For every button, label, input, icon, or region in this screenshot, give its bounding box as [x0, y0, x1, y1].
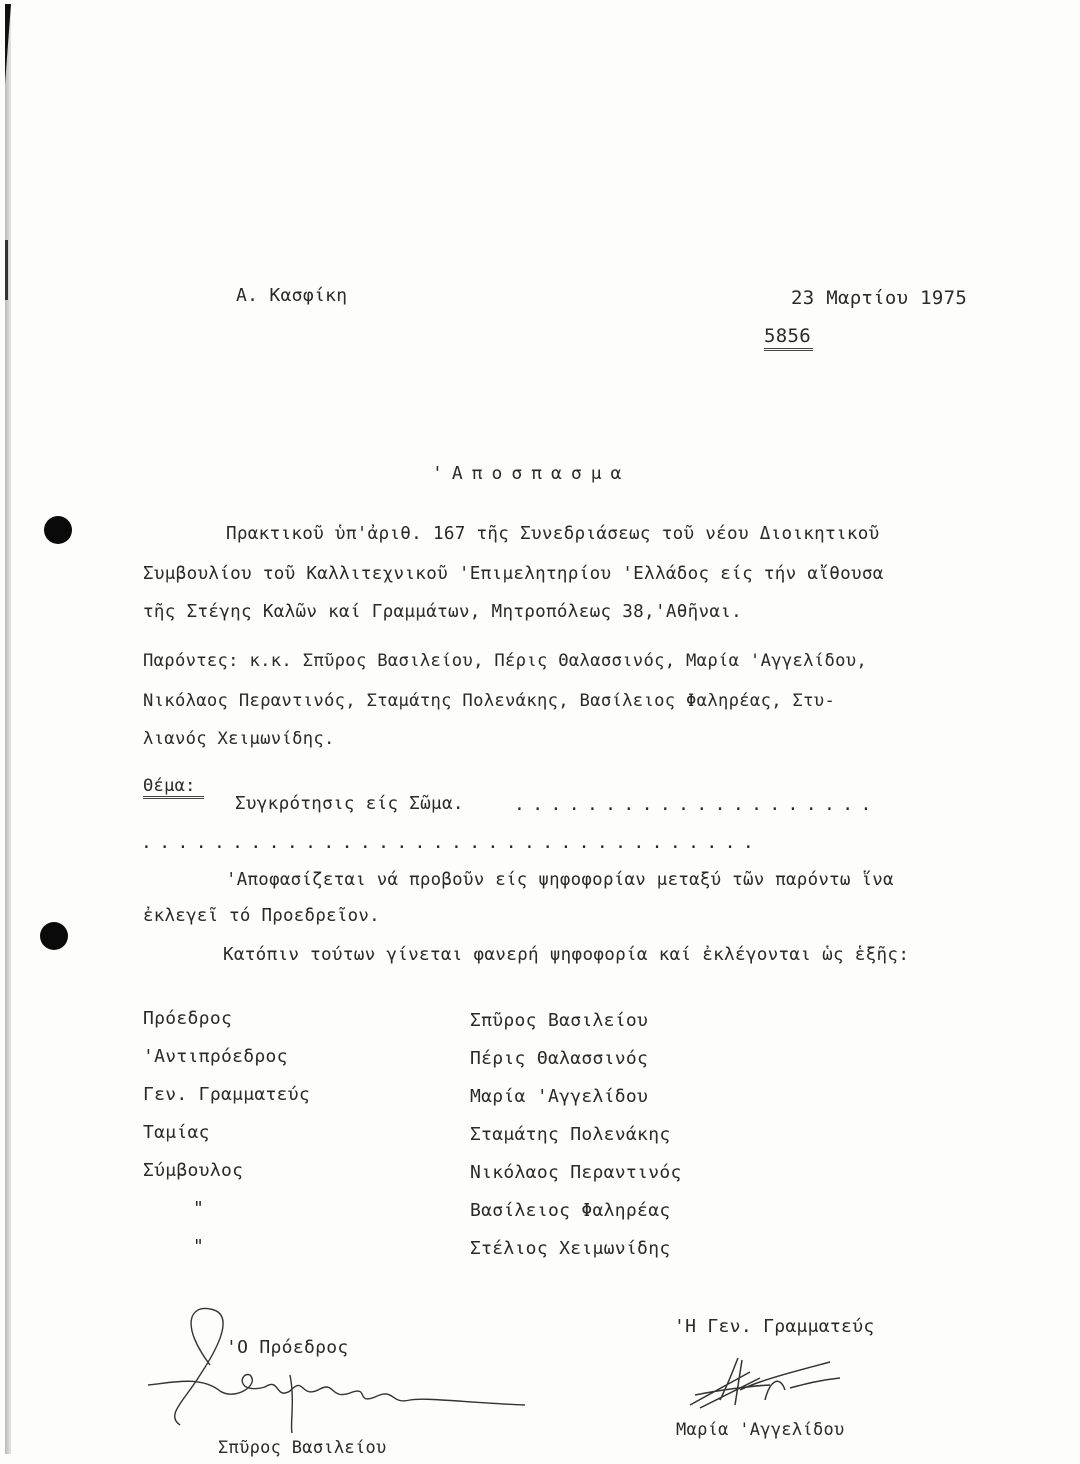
president-title: 'Ο Πρόεδρος	[226, 1337, 349, 1358]
intro-line-1: Πρακτικοῦ ὑπ'ἀριθ. 167 τῆς Συνεδριάσεως τοῦ νέου Διοικητικοῦ	[226, 524, 880, 544]
document-title: 'Αποσπασμα	[432, 463, 631, 484]
secretary-signature	[680, 1350, 860, 1420]
present-line-2: Νικόλαος Περαντινός, Σταμάτης Πολενάκης, Βασίλειος Φαληρέας, Στυ-	[143, 691, 836, 711]
sender-initials: Α. Κασφίκη	[236, 285, 348, 306]
subject-leader-dots-2: ..................................	[141, 832, 762, 853]
board-role: Πρόεδρος	[143, 1008, 233, 1029]
present-line-3: λιανός Χειμωνίδης.	[143, 729, 335, 749]
page-edge-mark	[5, 240, 8, 300]
intro-line-2: Συμβουλίου τοῦ Καλλιτεχνικοῦ 'Επιμελητηρίου 'Ελλάδος είς τήν αἴθουσα	[143, 564, 884, 584]
reference-number: 5856	[764, 325, 813, 351]
board-member-name: Βασίλειος Φαληρέας	[470, 1200, 671, 1221]
board-role: Γεν. Γραμματεύς	[143, 1084, 311, 1105]
page-edge-corner	[5, 4, 11, 84]
subject-text: Συγκρότησις είς Σῶμα.	[235, 794, 464, 814]
president-signature	[140, 1305, 540, 1445]
result-line: Κατόπιν τούτων γίνεται φανερή ψηφοφορία καί ἐκλέγονται ὡς ἑξῆς:	[223, 945, 910, 965]
board-member-name: Στέλιος Χειμωνίδης	[470, 1238, 671, 1259]
board-member-name: Νικόλαος Περαντινός	[470, 1162, 682, 1183]
board-role: 'Αντιπρόεδρος	[143, 1046, 288, 1067]
document-date: 23 Μαρτίου 1975	[791, 287, 968, 309]
board-member-name: Σταμάτης Πολενάκης	[470, 1124, 671, 1145]
decision-line-2: ἐκλεγεῖ τό Προεδρεῖον.	[143, 906, 380, 926]
board-role: Ταμίας	[143, 1122, 210, 1143]
board-member-name: Μαρία 'Αγγελίδου	[470, 1086, 649, 1107]
punch-hole-bottom	[40, 922, 68, 950]
intro-line-3: τῆς Στέγης Καλῶν καί Γραμμάτων, Μητροπόλεως 38,'Αθῆναι.	[143, 602, 743, 622]
secretary-title: 'Η Γεν. Γραμματεύς	[674, 1316, 875, 1337]
board-member-name: Πέρις Θαλασσινός	[470, 1048, 649, 1069]
decision-line-1: 'Αποφασίζεται νά προβοῦν είς ψηφοφορίαν μεταξύ τῶν παρόντω ἵνα	[226, 870, 894, 890]
board-role: Σύμβουλος	[143, 1160, 244, 1181]
board-role-ditto: "	[193, 1198, 205, 1219]
subject-label: Θέμα:	[143, 776, 204, 799]
board-member-name: Σπῦρος Βασιλείου	[470, 1010, 649, 1031]
page-edge-shadow	[5, 4, 11, 1454]
subject-leader-dots-1: ....................	[514, 794, 879, 815]
present-line-1: Παρόντες: κ.κ. Σπῦρος Βασιλείου, Πέρις Θαλασσινός, Μαρία 'Αγγελίδου,	[143, 651, 868, 671]
board-role-ditto: "	[193, 1236, 205, 1257]
president-name: Σπῦρος Βασιλείου	[218, 1438, 387, 1458]
secretary-name: Μαρία 'Αγγελίδου	[676, 1420, 845, 1440]
punch-hole-top	[44, 516, 72, 544]
